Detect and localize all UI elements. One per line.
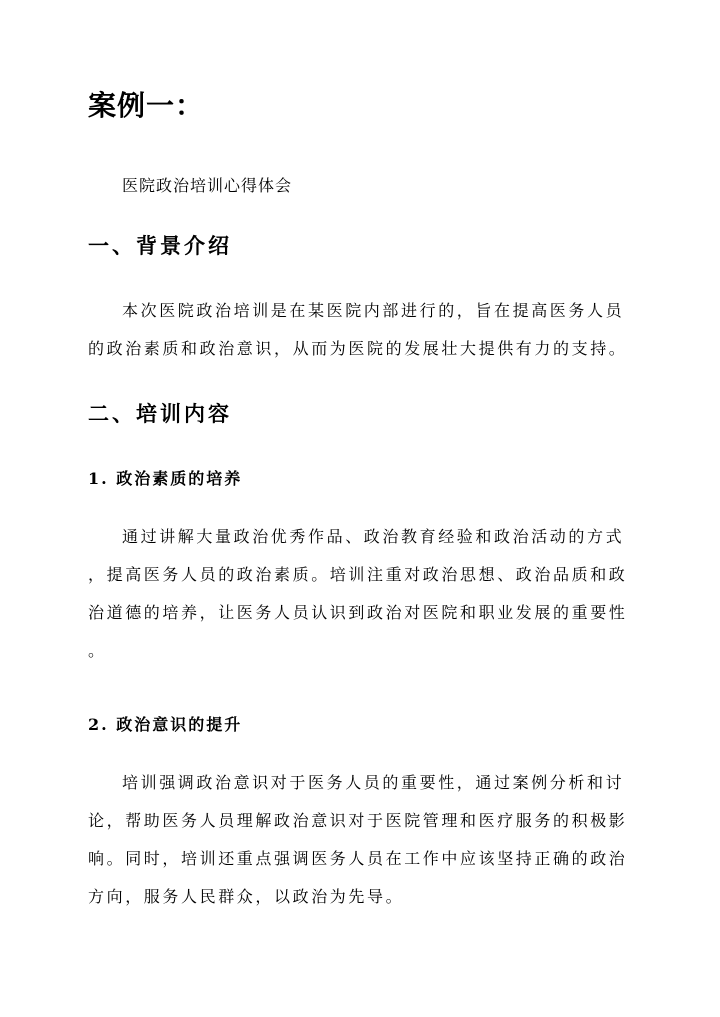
political-quality-paragraph	[88, 518, 632, 670]
background-paragraph	[88, 292, 632, 368]
political-awareness-paragraph	[88, 764, 632, 916]
subsection-heading-political-quality: 1. 政治素质的培养	[88, 469, 243, 488]
subsection-heading-political-awareness: 2. 政治意识的提升	[88, 715, 243, 734]
paragraph-line: 治道德的培养，让医务人员认识到政治对医院和职业发展的重要性	[88, 603, 628, 622]
section-heading-background: 一、背景介绍	[88, 233, 232, 258]
case-title: 案例一：	[88, 89, 205, 122]
paragraph-line: 方向，服务人民群众，以政治为先导。	[88, 887, 405, 906]
paragraph-line: 通过讲解大量政治优秀作品、政治教育经验和政治活动的方式	[122, 527, 625, 546]
paragraph-line: 的政治素质和政治意识，从而为医院的发展壮大提供有力的支持。	[88, 339, 628, 358]
section-heading-training-content: 二、培训内容	[88, 401, 232, 426]
paragraph-line: 响。同时，培训还重点强调医务人员在工作中应该坚持正确的政治	[88, 849, 628, 868]
paragraph-line: ，提高医务人员的政治素质。培训注重对政治思想、政治品质和政	[88, 565, 628, 584]
paragraph-line: 培训强调政治意识对于医务人员的重要性，通过案例分析和讨	[122, 773, 625, 792]
document-subtitle: 医院政治培训心得体会	[122, 176, 293, 195]
paragraph-line: 论，帮助医务人员理解政治意识对于医院管理和医疗服务的积极影	[88, 811, 628, 830]
paragraph-line: 本次医院政治培训是在某医院内部进行的，旨在提高医务人员	[122, 301, 625, 320]
paragraph-line: 。	[88, 641, 107, 660]
